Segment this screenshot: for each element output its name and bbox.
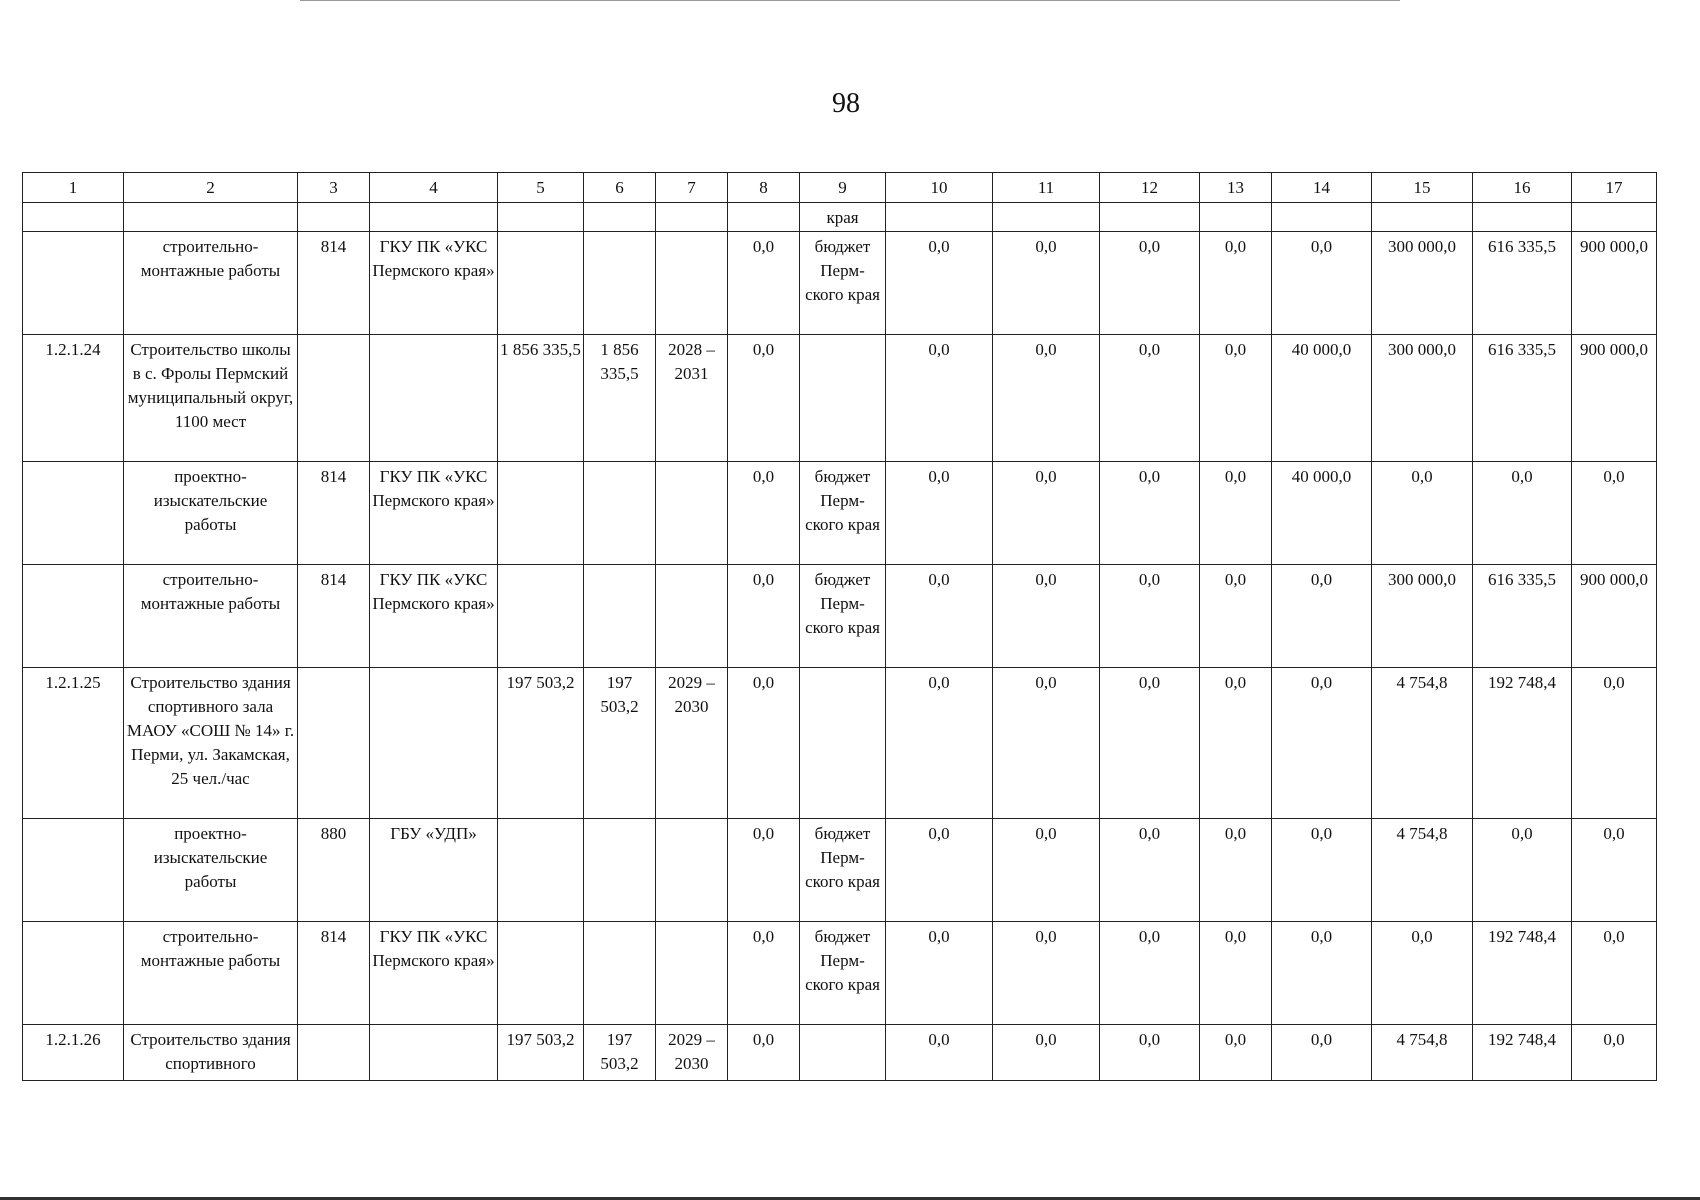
table-cell: 1.2.1.25 bbox=[23, 668, 124, 819]
table-cell bbox=[23, 819, 124, 922]
table-cell: 0,0 bbox=[886, 232, 993, 335]
table-cell: 0,0 bbox=[886, 335, 993, 462]
table-cell bbox=[656, 232, 728, 335]
table-cell: 192 748,4 bbox=[1473, 668, 1572, 819]
table-cell bbox=[370, 203, 498, 232]
column-header: 16 bbox=[1473, 173, 1572, 203]
table-cell bbox=[23, 203, 124, 232]
table-cell bbox=[728, 203, 800, 232]
table-cell: ГКУ ПК «УКС Пермского края» bbox=[370, 462, 498, 565]
table-cell: 300 000,0 bbox=[1372, 335, 1473, 462]
table-cell: ГКУ ПК «УКС Пермского края» bbox=[370, 565, 498, 668]
table-cell: 0,0 bbox=[1100, 668, 1200, 819]
table-cell: 0,0 bbox=[993, 1025, 1100, 1081]
table-cell: 0,0 bbox=[1272, 922, 1372, 1025]
column-header: 3 bbox=[298, 173, 370, 203]
table-cell bbox=[584, 565, 656, 668]
table-cell: 0,0 bbox=[886, 668, 993, 819]
table-cell bbox=[584, 819, 656, 922]
table-cell: 4 754,8 bbox=[1372, 668, 1473, 819]
table-cell bbox=[298, 1025, 370, 1081]
table-cell bbox=[498, 819, 584, 922]
table-cell: 0,0 bbox=[728, 232, 800, 335]
table-cell bbox=[498, 922, 584, 1025]
column-header: 8 bbox=[728, 173, 800, 203]
table-cell: 0,0 bbox=[728, 335, 800, 462]
table-cell: 0,0 bbox=[1200, 922, 1272, 1025]
table-row bbox=[23, 565, 1657, 668]
table-cell: 0,0 bbox=[1200, 335, 1272, 462]
column-header: 6 bbox=[584, 173, 656, 203]
table-cell bbox=[23, 462, 124, 565]
table-cell bbox=[800, 335, 886, 462]
table-cell: 0,0 bbox=[993, 335, 1100, 462]
table-cell: 814 bbox=[298, 565, 370, 668]
table-cell: 40 000,0 bbox=[1272, 335, 1372, 462]
table-cell: 2029 – 2030 bbox=[656, 1025, 728, 1081]
table-cell: 2029 – 2030 bbox=[656, 668, 728, 819]
table-cell: 0,0 bbox=[1372, 922, 1473, 1025]
table-cell: 197 503,2 bbox=[498, 1025, 584, 1081]
table-cell: 197 503,2 bbox=[584, 668, 656, 819]
column-header: 9 bbox=[800, 173, 886, 203]
table-cell: 1 856 335,5 bbox=[498, 335, 584, 462]
column-header: 7 bbox=[656, 173, 728, 203]
table-row bbox=[23, 819, 1657, 922]
table-row bbox=[23, 203, 1657, 232]
table-row bbox=[23, 1025, 1657, 1081]
table-cell: 0,0 bbox=[993, 922, 1100, 1025]
column-header: 13 bbox=[1200, 173, 1272, 203]
table-cell: 0,0 bbox=[1100, 232, 1200, 335]
table-cell: 0,0 bbox=[728, 1025, 800, 1081]
column-header: 1 bbox=[23, 173, 124, 203]
table-cell: строительно-монтажные работы bbox=[124, 232, 298, 335]
table-row bbox=[23, 668, 1657, 819]
table-cell: 0,0 bbox=[728, 668, 800, 819]
table-cell: 0,0 bbox=[1572, 668, 1657, 819]
table-cell: 616 335,5 bbox=[1473, 335, 1572, 462]
table-cell bbox=[800, 668, 886, 819]
table-cell bbox=[993, 203, 1100, 232]
table-cell: бюджет Перм-ского края bbox=[800, 922, 886, 1025]
column-header: 14 bbox=[1272, 173, 1372, 203]
table-cell: 300 000,0 bbox=[1372, 232, 1473, 335]
table-cell bbox=[124, 203, 298, 232]
table-cell bbox=[498, 203, 584, 232]
table-cell: 0,0 bbox=[1272, 565, 1372, 668]
table-cell bbox=[23, 922, 124, 1025]
table-cell bbox=[298, 203, 370, 232]
table-row bbox=[23, 335, 1657, 462]
table-cell: 0,0 bbox=[1100, 565, 1200, 668]
table-row bbox=[23, 232, 1657, 335]
table-cell: 0,0 bbox=[1272, 232, 1372, 335]
table-cell: 0,0 bbox=[1200, 565, 1272, 668]
table-cell: 0,0 bbox=[1100, 335, 1200, 462]
table-cell bbox=[1572, 203, 1657, 232]
table-cell: 0,0 bbox=[1200, 462, 1272, 565]
table-cell: 0,0 bbox=[1100, 922, 1200, 1025]
table-cell bbox=[498, 462, 584, 565]
table-cell: строительно-монтажные работы bbox=[124, 565, 298, 668]
table-cell: 40 000,0 bbox=[1272, 462, 1372, 565]
table-cell: 192 748,4 bbox=[1473, 1025, 1572, 1081]
table-cell: 814 bbox=[298, 232, 370, 335]
table-cell bbox=[370, 668, 498, 819]
table-cell: ГКУ ПК «УКС Пермского края» bbox=[370, 922, 498, 1025]
table-cell bbox=[1100, 203, 1200, 232]
table-cell: 0,0 bbox=[728, 565, 800, 668]
table-cell: 0,0 bbox=[1572, 1025, 1657, 1081]
table-cell: 0,0 bbox=[1572, 922, 1657, 1025]
table-cell: 4 754,8 bbox=[1372, 1025, 1473, 1081]
table-cell: 0,0 bbox=[1473, 462, 1572, 565]
table-row bbox=[23, 922, 1657, 1025]
table-cell: 197 503,2 bbox=[584, 1025, 656, 1081]
table-cell: 197 503,2 bbox=[498, 668, 584, 819]
table-cell: 0,0 bbox=[993, 565, 1100, 668]
column-header: 17 bbox=[1572, 173, 1657, 203]
table-cell: 192 748,4 bbox=[1473, 922, 1572, 1025]
table-cell bbox=[800, 1025, 886, 1081]
table-cell: 0,0 bbox=[886, 922, 993, 1025]
table-cell: строительно-монтажные работы bbox=[124, 922, 298, 1025]
table-cell bbox=[23, 565, 124, 668]
column-header: 12 bbox=[1100, 173, 1200, 203]
column-header: 2 bbox=[124, 173, 298, 203]
table-cell: 4 754,8 bbox=[1372, 819, 1473, 922]
table-cell bbox=[656, 203, 728, 232]
table-cell bbox=[656, 462, 728, 565]
column-header: 11 bbox=[993, 173, 1100, 203]
table-cell: 900 000,0 bbox=[1572, 232, 1657, 335]
table-cell bbox=[298, 335, 370, 462]
table-cell bbox=[584, 232, 656, 335]
scan-top-edge bbox=[300, 0, 1400, 1]
table-cell bbox=[584, 462, 656, 565]
budget-table bbox=[22, 172, 1657, 1081]
table-cell bbox=[656, 565, 728, 668]
table-cell: бюджет Перм-ского края bbox=[800, 819, 886, 922]
table-cell: 2028 – 2031 bbox=[656, 335, 728, 462]
table-cell: 0,0 bbox=[886, 819, 993, 922]
table-cell: 900 000,0 bbox=[1572, 335, 1657, 462]
table-cell: 0,0 bbox=[728, 462, 800, 565]
table-cell: 0,0 bbox=[1200, 668, 1272, 819]
table-cell: 0,0 bbox=[1200, 232, 1272, 335]
table-cell: 0,0 bbox=[993, 819, 1100, 922]
table-cell bbox=[298, 668, 370, 819]
table-cell: 0,0 bbox=[1372, 462, 1473, 565]
table-cell: 0,0 bbox=[1272, 1025, 1372, 1081]
table-cell: 0,0 bbox=[728, 819, 800, 922]
table-cell: ГКУ ПК «УКС Пермского края» bbox=[370, 232, 498, 335]
table-cell: 300 000,0 bbox=[1372, 565, 1473, 668]
table-cell bbox=[498, 232, 584, 335]
table-cell: 616 335,5 bbox=[1473, 565, 1572, 668]
table-cell: 0,0 bbox=[1200, 1025, 1272, 1081]
table-cell: бюджет Перм-ского края bbox=[800, 565, 886, 668]
column-header: 5 bbox=[498, 173, 584, 203]
table-cell: Строительство здания спортивного зала МАОУ «СОШ № 14» г. Перми, ул. Закамская, 25 чел./час bbox=[124, 668, 298, 819]
table-cell: ГБУ «УДП» bbox=[370, 819, 498, 922]
table-cell: Строительство здания спортивного bbox=[124, 1025, 298, 1081]
table-cell: 814 bbox=[298, 922, 370, 1025]
table-cell bbox=[498, 565, 584, 668]
column-header: 4 bbox=[370, 173, 498, 203]
table-cell bbox=[584, 203, 656, 232]
table-cell: 616 335,5 bbox=[1473, 232, 1572, 335]
table-cell: бюджет Перм-ского края bbox=[800, 232, 886, 335]
table-cell: 0,0 bbox=[993, 232, 1100, 335]
table-cell: 0,0 bbox=[1572, 462, 1657, 565]
table-cell: 0,0 bbox=[1572, 819, 1657, 922]
table-cell: 1.2.1.26 bbox=[23, 1025, 124, 1081]
table-cell: 0,0 bbox=[993, 462, 1100, 565]
table-cell: края bbox=[800, 203, 886, 232]
table-cell: 0,0 bbox=[1100, 1025, 1200, 1081]
table-cell: 900 000,0 bbox=[1572, 565, 1657, 668]
table-cell: 0,0 bbox=[886, 565, 993, 668]
table-cell bbox=[656, 922, 728, 1025]
table-cell: 0,0 bbox=[1200, 819, 1272, 922]
table-cell bbox=[370, 335, 498, 462]
table-cell: 880 bbox=[298, 819, 370, 922]
column-header: 10 bbox=[886, 173, 993, 203]
table-cell: 0,0 bbox=[1100, 819, 1200, 922]
table-cell: 0,0 bbox=[728, 922, 800, 1025]
table-cell: 1 856 335,5 bbox=[584, 335, 656, 462]
table-cell: 0,0 bbox=[993, 668, 1100, 819]
table-cell: 0,0 bbox=[886, 1025, 993, 1081]
table-cell: 0,0 bbox=[886, 462, 993, 565]
table-cell bbox=[1473, 203, 1572, 232]
table-cell: проектно-изыскательские работы bbox=[124, 462, 298, 565]
table-cell bbox=[1200, 203, 1272, 232]
table-cell: проектно-изыскательские работы bbox=[124, 819, 298, 922]
table-cell bbox=[23, 232, 124, 335]
table-cell: 0,0 bbox=[1272, 668, 1372, 819]
table-cell bbox=[370, 1025, 498, 1081]
column-number-row bbox=[23, 173, 1657, 203]
table-cell: 0,0 bbox=[1473, 819, 1572, 922]
table-row bbox=[23, 462, 1657, 565]
table-cell: 0,0 bbox=[1100, 462, 1200, 565]
table-cell bbox=[1372, 203, 1473, 232]
page-number: 98 bbox=[832, 88, 860, 119]
table-cell: бюджет Перм-ского края bbox=[800, 462, 886, 565]
table-cell bbox=[1272, 203, 1372, 232]
table-cell bbox=[584, 922, 656, 1025]
table-cell: Строительство школы в с. Фролы Пермский муниципальный округ, 1100 мест bbox=[124, 335, 298, 462]
table-cell: 814 bbox=[298, 462, 370, 565]
table-cell: 1.2.1.24 bbox=[23, 335, 124, 462]
table-cell: 0,0 bbox=[1272, 819, 1372, 922]
column-header: 15 bbox=[1372, 173, 1473, 203]
table-cell bbox=[656, 819, 728, 922]
table-cell bbox=[886, 203, 993, 232]
